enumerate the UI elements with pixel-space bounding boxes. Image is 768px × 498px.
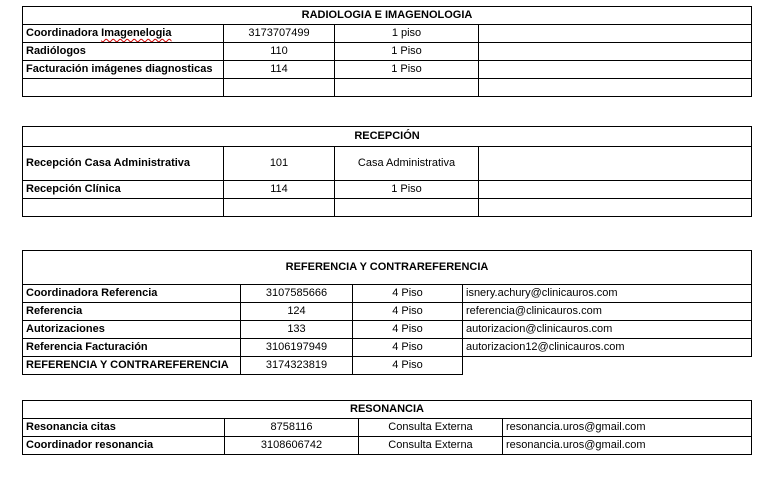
table-row — [23, 339, 752, 357]
contact-extension: 114 — [224, 181, 335, 199]
resonancia-table — [22, 400, 752, 455]
contact-name: Autorizaciones — [23, 321, 241, 339]
contact-location: 4 Piso — [353, 321, 463, 339]
contact-location: 4 Piso — [353, 303, 463, 321]
referencia-table — [22, 250, 752, 375]
contact-extension: 8758116 — [225, 419, 359, 437]
contact-extension: 101 — [224, 147, 335, 181]
contact-extension: 110 — [224, 43, 335, 61]
contact-email — [479, 147, 752, 181]
contact-location: 1 Piso — [335, 43, 479, 61]
table-header-row — [23, 127, 752, 147]
table-title: RADIOLOGIA E IMAGENOLOGIA — [23, 7, 752, 25]
contact-email: resonancia.uros@gmail.com — [503, 437, 752, 455]
contact-extension: 3173707499 — [224, 25, 335, 43]
contact-email: referencia@clinicauros.com — [463, 303, 752, 321]
contact-location: 1 Piso — [335, 181, 479, 199]
contact-location: Consulta Externa — [359, 437, 503, 455]
table-row — [23, 61, 752, 79]
recepcion-table — [22, 126, 752, 217]
contact-extension — [224, 79, 335, 97]
contact-location: 4 Piso — [353, 285, 463, 303]
table-row — [23, 437, 752, 455]
table-row — [23, 321, 752, 339]
contact-extension: 3174323819 — [241, 357, 353, 375]
contact-location: 4 Piso — [353, 357, 463, 375]
contact-name — [23, 79, 224, 97]
contact-email — [479, 61, 752, 79]
contact-extension: 124 — [241, 303, 353, 321]
contact-name: Referencia — [23, 303, 241, 321]
contact-extension: 3106197949 — [241, 339, 353, 357]
table-title: RECEPCIÓN — [23, 127, 752, 147]
contact-name: Facturación imágenes diagnosticas — [23, 61, 224, 79]
contact-email: resonancia.uros@gmail.com — [503, 419, 752, 437]
contact-extension: 3108606742 — [225, 437, 359, 455]
table-row-empty — [23, 79, 752, 97]
table-row — [23, 357, 752, 375]
contact-location: 1 Piso — [335, 61, 479, 79]
table-header-row — [23, 7, 752, 25]
table-row — [23, 147, 752, 181]
contact-extension: 3107585666 — [241, 285, 353, 303]
contact-email — [479, 43, 752, 61]
table-row-empty — [23, 199, 752, 217]
table-title: RESONANCIA — [23, 401, 752, 419]
contact-email — [479, 79, 752, 97]
contact-name: Referencia Facturación — [23, 339, 241, 357]
table-row — [23, 419, 752, 437]
contact-email — [479, 199, 752, 217]
contact-location: Casa Administrativa — [335, 147, 479, 181]
table-row — [23, 43, 752, 61]
contact-email — [463, 357, 752, 375]
contact-location: 4 Piso — [353, 339, 463, 357]
contact-name: REFERENCIA Y CONTRAREFERENCIA — [23, 357, 241, 375]
contact-extension: 114 — [224, 61, 335, 79]
contact-name: Resonancia citas — [23, 419, 225, 437]
contact-email: autorizacion12@clinicauros.com — [463, 339, 752, 357]
table-row — [23, 181, 752, 199]
contact-location — [335, 79, 479, 97]
contact-extension — [224, 199, 335, 217]
contact-location: 1 piso — [335, 25, 479, 43]
contact-email — [479, 181, 752, 199]
contact-extension: 133 — [241, 321, 353, 339]
contact-name — [23, 199, 224, 217]
table-row — [23, 25, 752, 43]
contact-location: Consulta Externa — [359, 419, 503, 437]
table-header-row — [23, 401, 752, 419]
contact-location — [335, 199, 479, 217]
contact-name: Coordinadora Imagenelogia — [23, 25, 224, 43]
table-row — [23, 303, 752, 321]
contact-email — [479, 25, 752, 43]
contact-email: autorizacion@clinicauros.com — [463, 321, 752, 339]
radiologia-table — [22, 6, 752, 97]
contact-name: Radiólogos — [23, 43, 224, 61]
table-header-row — [23, 251, 752, 285]
table-row — [23, 285, 752, 303]
contact-name: Coordinador resonancia — [23, 437, 225, 455]
contact-email: isnery.achury@clinicauros.com — [463, 285, 752, 303]
contact-name: Coordinadora Referencia — [23, 285, 241, 303]
table-title: REFERENCIA Y CONTRAREFERENCIA — [23, 251, 752, 285]
contact-name: Recepción Casa Administrativa — [23, 147, 224, 181]
contact-name: Recepción Clínica — [23, 181, 224, 199]
